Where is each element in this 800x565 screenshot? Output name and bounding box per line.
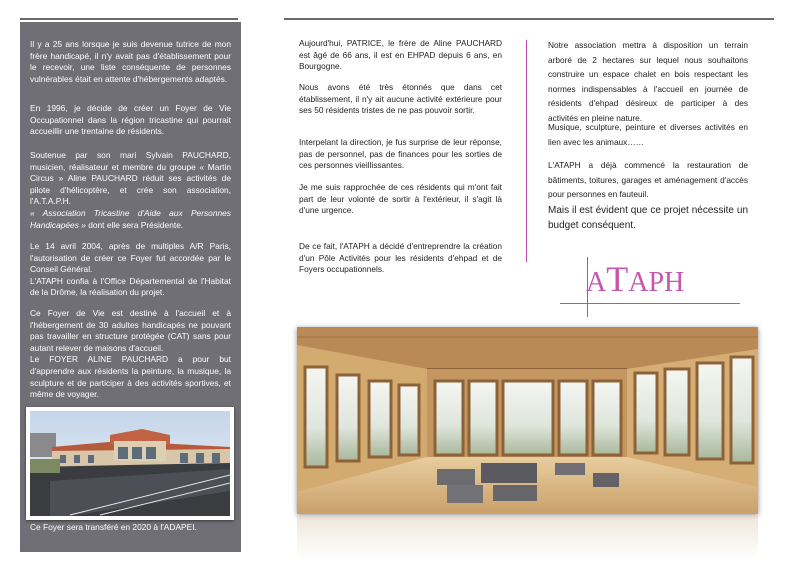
foyer-paragraph <box>30 308 231 401</box>
foyer-caption: Ce Foyer sera transféré en 2020 à l'ADAPEI. <box>30 522 197 532</box>
direction-response-paragraph: Interpelant la direction, je fus surprise de leur réponse, pas de personnel, pas de finances pour les sorties de ces personnes vieillissantes. <box>299 137 502 170</box>
ataph-logo: ATAPH <box>586 259 685 299</box>
association-paragraph <box>30 150 231 231</box>
association-text: Soutenue par son mari Sylvain PAUCHARD, musicien, réalisateur et membre du groupe « Martin Circus » Aline PAUCHARD réduit ses activités de pilote d'hélicoptère, et crée son association, l'A.T.A.P.H. <box>30 150 231 207</box>
pole-activites-paragraph: De ce fait, l'ATAPH a décidé d'entreprendre la création d'un Pôle Activités pour les résidents d'ehpad et de Foyers occupationnels. <box>299 241 502 274</box>
column-divider <box>526 40 527 262</box>
chalet-interior-illustration <box>297 327 758 514</box>
restoration-paragraph: L'ATAPH a déjà commencé la restauration de bâtiments, toitures, garages et aménagement d'accès pour personnes en fauteuil. <box>548 160 748 200</box>
chalet-interior-photo <box>297 327 758 514</box>
no-activities-paragraph: Nous avons été très étonnés que dans cet établissement, il n'y ait aucune activité extérieure pour ses 50 résidents tristes de ne pas pouvoir sortir. <box>299 82 502 115</box>
authorization-paragraph <box>30 241 231 299</box>
budget-paragraph: Mais il est évident que ce projet nécessite un budget conséquent. <box>548 205 748 231</box>
construction-text: L'ATAPH confia à l'Office Départemental de l'Habitat de la Drôme, la réalisation du projet. <box>30 275 231 298</box>
photo-reflection <box>297 515 758 559</box>
patrice-paragraph: Aujourd'hui, PATRICE, le frère de Aline PAUCHARD est âgé de 66 ans, il est en EHPAD depuis 6 ans, en Bourgogne. <box>299 38 502 71</box>
top-rule-left <box>20 18 238 20</box>
activities-list-paragraph: Musique, sculpture, peinture et diverses activités en lien avec les animaux…… <box>548 122 748 147</box>
authorization-text: Le 14 avril 2004, après de multiples A/R Paris, l'autorisation de créer ce Foyer fut accordée par le Conseil Général. <box>30 241 231 275</box>
foundation-paragraph: En 1996, je décide de créer un Foyer de Vie Occupationnel dans la région tricastine qui pourrait accueillir une trentaine de résidents. <box>30 103 231 137</box>
foyer-building-photo <box>26 407 234 520</box>
association-president: dont elle sera Présidente. <box>85 219 184 230</box>
left-info-panel <box>20 22 241 552</box>
terrain-paragraph: Notre association mettra à disposition un terrain arboré de 2 hectares sur lequel nous souhaitons construire un espace chalet en bois respectant les normes indispensables à l'accueil en journée de résidents d'ehpad désireux de participer à des activités en pleine nature. <box>548 40 748 123</box>
intro-paragraph: Il y a 25 ans lorsque je suis devenue tutrice de mon frère handicapé, il n'y avait pas d'établissement pour le recevoir, une liste conséquente de personnes vulnérables était en attente d'hébergements adaptés. <box>30 39 231 84</box>
residents-urgency-paragraph: Je me suis rapprochée de ces résidents qui m'ont fait part de leur volonté de sortir à l'extérieur, il s'agit là d'une urgence. <box>299 182 502 215</box>
foyer-building-illustration <box>30 411 230 516</box>
foyer-activities-text: Le FOYER ALINE PAUCHARD a pour but d'apprendre aux résidents la peinture, la musique, la sculpture et de participer à des activités sportives, et même de voyager. <box>30 354 231 400</box>
foyer-purpose-text: Ce Foyer de Vie est destiné à l'accueil et à l'hébergement de 30 adultes handicapés ne pouvant pas travailler en structure protégée (CAT) sans pour autant relever de maisons d'accueil. <box>30 308 231 353</box>
association-fullname: « Association Tricastine d'Aide aux Personnes Handicapées » <box>30 207 231 230</box>
top-rule-right <box>284 18 774 20</box>
